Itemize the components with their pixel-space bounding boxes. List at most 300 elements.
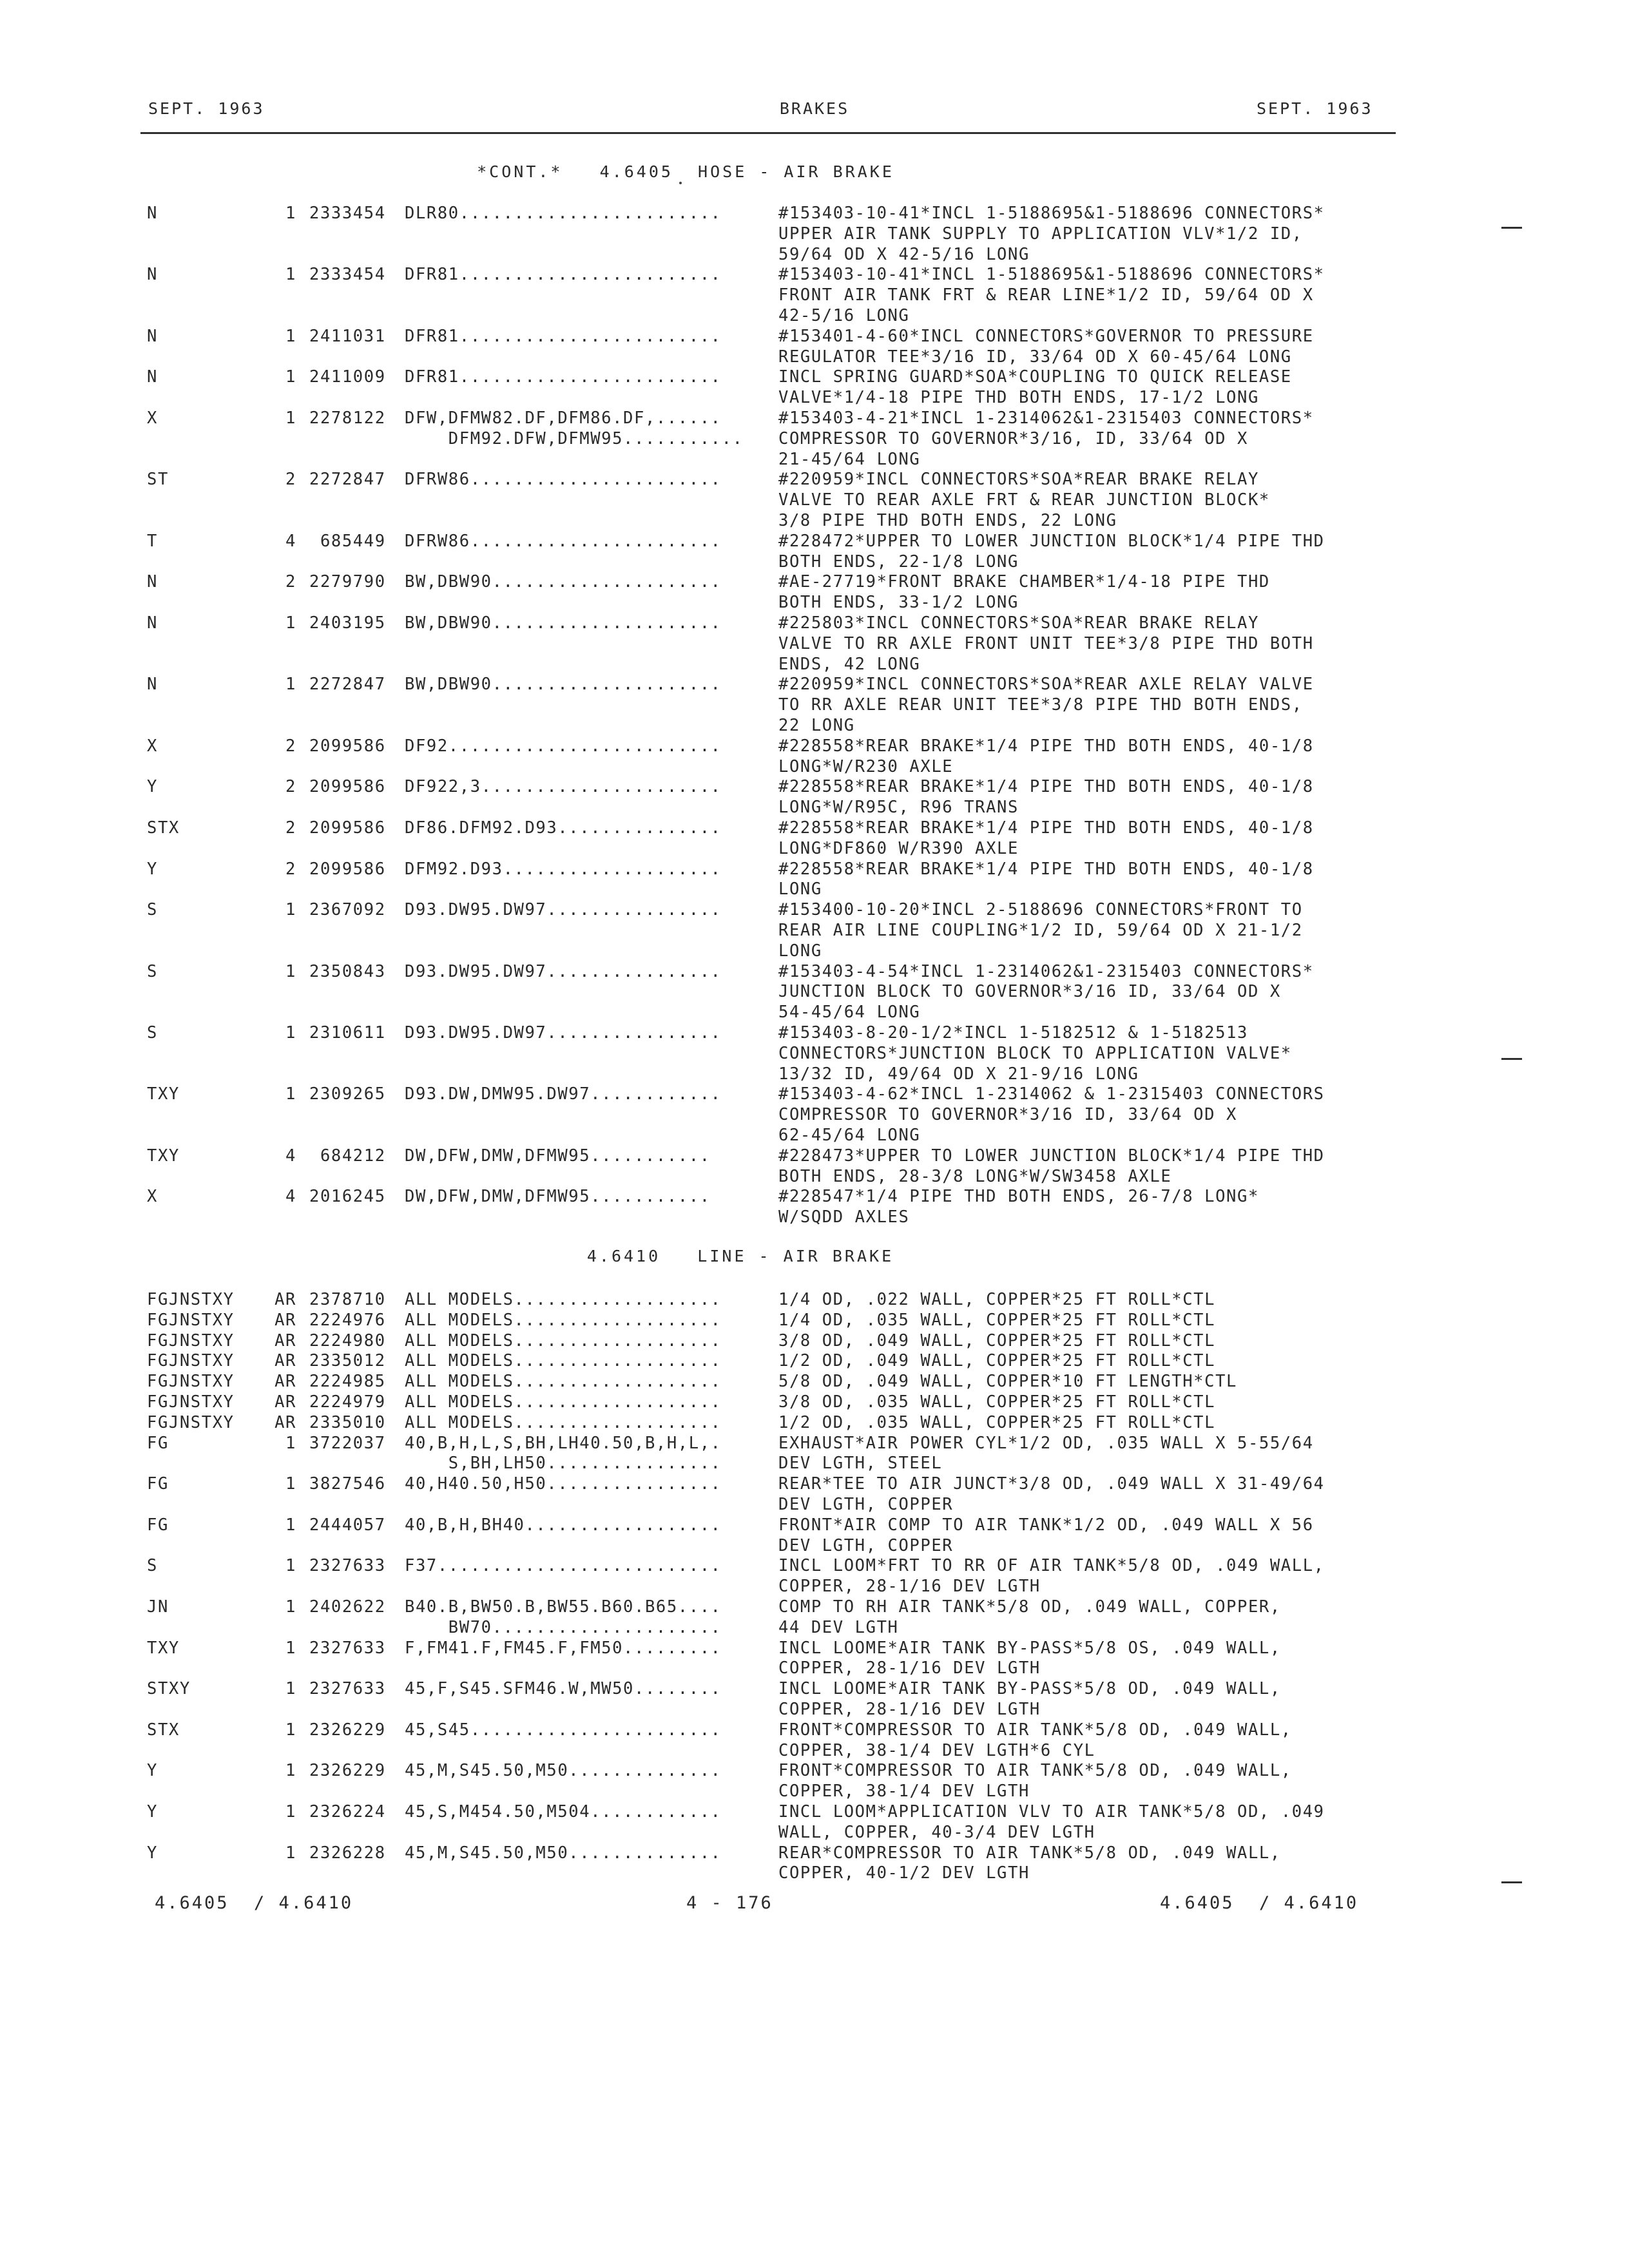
- model-line: DLR80........................: [405, 204, 722, 223]
- description-line: TO RR AXLE REAR UNIT TEE*3/8 PIPE THD BOTH ENDS,: [778, 695, 1303, 715]
- description-line: #228558*REAR BRAKE*1/4 PIPE THD BOTH ENDS, 40-1/8: [778, 736, 1314, 756]
- description-line: REAR*COMPRESSOR TO AIR TANK*5/8 OD, .049 WALL,: [778, 1843, 1281, 1863]
- applicable-models: [405, 327, 722, 347]
- header-date-right: SEPT. 1963: [1257, 99, 1373, 118]
- applicable-models: [405, 1311, 722, 1331]
- model-line: S,BH,LH50................: [405, 1454, 722, 1474]
- section-title-hose: *CONT.* 4.6405 HOSE - AIR BRAKE: [477, 162, 894, 181]
- description-line: 1/2 OD, .035 WALL, COPPER*25 FT ROLL*CTL: [778, 1412, 1216, 1432]
- quantity: 1: [285, 1597, 296, 1617]
- model-line: 45,S45.......................: [405, 1720, 722, 1740]
- description-line: INCL LOOM*FRT TO RR OF AIR TANK*5/8 OD, .049 WALL,: [778, 1556, 1325, 1576]
- description-line: COPPER, 38-1/4 DEV LGTH*6 CYL: [778, 1740, 1095, 1760]
- applicable-models: [405, 1720, 722, 1741]
- applicable-models: [405, 613, 722, 634]
- part-description: [778, 572, 1270, 613]
- part-number: 2378710: [309, 1290, 386, 1309]
- quantity: AR: [275, 1310, 296, 1330]
- quantity: 1: [285, 1679, 296, 1699]
- quantity: 1: [285, 1433, 296, 1453]
- description-line: INCL SPRING GUARD*SOA*COUPLING TO QUICK RELEASE: [778, 367, 1292, 387]
- part-description: [778, 1372, 1237, 1392]
- model-line: DFM92.D93....................: [405, 859, 722, 879]
- model-line: 45,F,S45.SFM46.W,MW50........: [405, 1679, 722, 1699]
- part-number: 2327633: [309, 1638, 386, 1658]
- quantity: 1: [285, 961, 296, 981]
- description-line: 42-5/16 LONG: [778, 305, 910, 325]
- model-code: N: [147, 265, 158, 285]
- applicable-models: [405, 367, 722, 388]
- model-line: D93.DW95.DW97................: [405, 1023, 722, 1043]
- part-number: 2099586: [309, 777, 386, 797]
- model-line: ALL MODELS...................: [405, 1412, 722, 1432]
- part-description: [778, 1720, 1292, 1762]
- description-line: COMPRESSOR TO GOVERNOR*3/16 ID, 33/64 OD X: [778, 1105, 1237, 1125]
- quantity: 2: [285, 470, 296, 490]
- part-number: 2402622: [309, 1597, 386, 1617]
- description-line: #153403-10-41*INCL 1-5188695&1-5188696 CONNECTORS*: [778, 265, 1325, 285]
- model-code: FG: [147, 1433, 169, 1453]
- part-description: [778, 1556, 1325, 1597]
- quantity: 1: [285, 1556, 296, 1576]
- part-description: [778, 1351, 1215, 1372]
- description-line: 3/8 OD, .049 WALL, COPPER*25 FT ROLL*CTL: [778, 1331, 1216, 1350]
- model-line: ALL MODELS...................: [405, 1351, 722, 1371]
- footer-section-right: 4.6405 / 4.6410: [1160, 1893, 1359, 1913]
- part-description: [778, 1597, 1281, 1639]
- description-line: 13/32 ID, 49/64 OD X 21-9/16 LONG: [778, 1064, 1139, 1084]
- model-line: D93.DW95.DW97................: [405, 900, 722, 920]
- description-line: DEV LGTH, STEEL: [778, 1454, 943, 1474]
- part-number: 2278122: [309, 408, 386, 428]
- part-description: [778, 1290, 1215, 1311]
- part-description: [778, 408, 1314, 470]
- quantity: AR: [275, 1351, 296, 1371]
- description-line: REGULATOR TEE*3/16 ID, 33/64 OD X 60-45/64 LONG: [778, 347, 1292, 367]
- applicable-models: [405, 900, 722, 921]
- margin-dash: [1501, 1058, 1522, 1060]
- description-line: FRONT*COMPRESSOR TO AIR TANK*5/8 OD, .049 WALL,: [778, 1720, 1292, 1740]
- quantity: AR: [275, 1412, 296, 1432]
- applicable-models: [405, 1290, 722, 1311]
- part-number: 2099586: [309, 818, 386, 838]
- part-description: [778, 1023, 1292, 1084]
- description-line: #153403-4-54*INCL 1-2314062&1-2315403 CONNECTORS*: [778, 961, 1314, 981]
- model-line: DW,DFW,DMW,DFMW95...........: [405, 1187, 711, 1207]
- part-number: 2224980: [309, 1331, 386, 1350]
- header-section-title: BRAKES: [779, 99, 850, 118]
- description-line: WALL, COPPER, 40-3/4 DEV LGTH: [778, 1822, 1095, 1842]
- part-description: [778, 1434, 1314, 1475]
- description-line: 54-45/64 LONG: [778, 1003, 921, 1023]
- description-line: #228473*UPPER TO LOWER JUNCTION BLOCK*1/4 PIPE THD: [778, 1146, 1325, 1166]
- applicable-models: [405, 1434, 722, 1475]
- applicable-models: [405, 408, 744, 450]
- description-line: BOTH ENDS, 28-3/8 LONG*W/SW3458 AXLE: [778, 1166, 1172, 1186]
- part-number: 2326229: [309, 1761, 386, 1781]
- description-line: 62-45/64 LONG: [778, 1125, 921, 1145]
- description-line: #153403-8-20-1/2*INCL 1-5182512 & 1-5182513: [778, 1023, 1248, 1043]
- description-line: COMPRESSOR TO GOVERNOR*3/16, ID, 33/64 OD X: [778, 428, 1248, 448]
- model-code: TXY: [147, 1146, 180, 1166]
- description-line: 3/8 OD, .035 WALL, COPPER*25 FT ROLL*CTL: [778, 1392, 1216, 1412]
- model-code: S: [147, 961, 158, 981]
- applicable-models: [405, 736, 722, 757]
- description-line: #228558*REAR BRAKE*1/4 PIPE THD BOTH ENDS, 40-1/8: [778, 859, 1314, 879]
- quantity: 4: [285, 531, 296, 551]
- model-line: DFM92.DFW,DFMW95...........: [405, 428, 744, 448]
- description-line: BOTH ENDS, 22-1/8 LONG: [778, 552, 1019, 572]
- part-description: [778, 1679, 1281, 1720]
- model-code: S: [147, 900, 158, 920]
- part-number: 2326224: [309, 1802, 386, 1821]
- description-line: COMP TO RH AIR TANK*5/8 OD, .049 WALL, COPPER,: [778, 1597, 1281, 1617]
- description-line: BOTH ENDS, 33-1/2 LONG: [778, 593, 1019, 613]
- quantity: 1: [285, 1515, 296, 1535]
- description-line: INCL LOOM*APPLICATION VLV TO AIR TANK*5/8 OD, .049: [778, 1802, 1325, 1821]
- part-number: 2367092: [309, 900, 386, 920]
- part-number: 2224979: [309, 1392, 386, 1412]
- applicable-models: [405, 1413, 722, 1434]
- model-code: FGJNSTXY: [147, 1290, 235, 1309]
- quantity: 1: [285, 1843, 296, 1863]
- quantity: 1: [285, 675, 296, 695]
- applicable-models: [405, 265, 722, 285]
- part-description: [778, 327, 1314, 368]
- model-code: N: [147, 367, 158, 387]
- section-title-line: 4.6410 LINE - AIR BRAKE: [586, 1247, 894, 1265]
- description-line: DEV LGTH, COPPER: [778, 1535, 954, 1555]
- applicable-models: [405, 818, 722, 839]
- part-number: 2335010: [309, 1412, 386, 1432]
- description-line: #225803*INCL CONNECTORS*SOA*REAR BRAKE RELAY: [778, 613, 1259, 633]
- description-line: #220959*INCL CONNECTORS*SOA*REAR BRAKE RELAY: [778, 470, 1259, 490]
- model-line: 45,S,M454.50,M504............: [405, 1802, 722, 1821]
- page-number: 4 - 176: [686, 1893, 773, 1913]
- part-number: 685449: [309, 531, 386, 551]
- part-description: [778, 736, 1314, 778]
- model-code: STX: [147, 818, 180, 838]
- model-line: BW,DBW90.....................: [405, 613, 722, 633]
- model-code: STX: [147, 1720, 180, 1740]
- part-description: [778, 675, 1314, 736]
- model-code: ST: [147, 470, 169, 490]
- model-code: N: [147, 572, 158, 592]
- description-line: INCL LOOME*AIR TANK BY-PASS*5/8 OS, .049 WALL,: [778, 1638, 1281, 1658]
- model-line: DFW,DFMW82.DF,DFM86.DF,......: [405, 408, 722, 428]
- description-line: #153403-10-41*INCL 1-5188695&1-5188696 CONNECTORS*: [778, 204, 1325, 223]
- part-number: 2272847: [309, 470, 386, 490]
- applicable-models: [405, 1843, 722, 1864]
- applicable-models: [405, 1679, 722, 1700]
- quantity: 2: [285, 777, 296, 797]
- quantity: 1: [285, 265, 296, 285]
- model-line: ALL MODELS...................: [405, 1372, 722, 1392]
- model-code: N: [147, 204, 158, 223]
- part-number: 3722037: [309, 1433, 386, 1453]
- quantity: AR: [275, 1331, 296, 1350]
- quantity: AR: [275, 1290, 296, 1309]
- part-description: [778, 1413, 1215, 1434]
- description-line: #153403-4-21*INCL 1-2314062&1-2315403 CONNECTORS*: [778, 408, 1314, 428]
- part-description: [778, 1639, 1281, 1680]
- model-line: DFRW86.......................: [405, 531, 722, 551]
- description-line: FRONT*AIR COMP TO AIR TANK*1/2 OD, .049 WALL X 56: [778, 1515, 1314, 1535]
- model-code: Y: [147, 1802, 158, 1821]
- description-line: DEV LGTH, COPPER: [778, 1494, 954, 1514]
- description-line: 44 DEV LGTH: [778, 1617, 899, 1637]
- model-line: DF92.........................: [405, 736, 722, 756]
- part-description: [778, 1392, 1215, 1413]
- description-line: CONNECTORS*JUNCTION BLOCK TO APPLICATION VALVE*: [778, 1043, 1292, 1063]
- description-line: 3/8 PIPE THD BOTH ENDS, 22 LONG: [778, 510, 1117, 530]
- description-line: REAR AIR LINE COUPLING*1/2 ID, 59/64 OD X 21-1/2: [778, 920, 1303, 940]
- part-number: 2335012: [309, 1351, 386, 1371]
- model-line: DFR81........................: [405, 367, 722, 387]
- applicable-models: [405, 1556, 722, 1577]
- description-line: FRONT*COMPRESSOR TO AIR TANK*5/8 OD, .049 WALL,: [778, 1761, 1292, 1781]
- model-code: X: [147, 736, 158, 756]
- description-line: #228558*REAR BRAKE*1/4 PIPE THD BOTH ENDS, 40-1/8: [778, 777, 1314, 797]
- part-number: 2326228: [309, 1843, 386, 1863]
- description-line: 5/8 OD, .049 WALL, COPPER*10 FT LENGTH*CTL: [778, 1372, 1237, 1392]
- part-number: 2411009: [309, 367, 386, 387]
- description-line: W/SQDD AXLES: [778, 1207, 910, 1227]
- part-number: 2272847: [309, 675, 386, 695]
- description-line: #153401-4-60*INCL CONNECTORS*GOVERNOR TO PRESSURE: [778, 326, 1314, 346]
- quantity: 2: [285, 859, 296, 879]
- applicable-models: [405, 777, 722, 798]
- quantity: 1: [285, 326, 296, 346]
- part-description: [778, 818, 1314, 860]
- description-line: JUNCTION BLOCK TO GOVERNOR*3/16 ID, 33/64 OD X: [778, 982, 1281, 1002]
- applicable-models: [405, 1023, 722, 1044]
- part-number: 2333454: [309, 204, 386, 223]
- description-line: REAR*TEE TO AIR JUNCT*3/8 OD, .049 WALL X 31-49/64: [778, 1474, 1325, 1494]
- margin-dash: [1501, 227, 1522, 229]
- model-code: FGJNSTXY: [147, 1412, 235, 1432]
- part-number: 2333454: [309, 265, 386, 285]
- model-line: ALL MODELS...................: [405, 1290, 722, 1309]
- description-line: #153403-4-62*INCL 1-2314062 & 1-2315403 CONNECTORS: [778, 1084, 1325, 1104]
- description-line: VALVE TO REAR AXLE FRT & REAR JUNCTION BLOCK*: [778, 490, 1270, 510]
- applicable-models: [405, 1146, 711, 1167]
- part-description: [778, 532, 1325, 573]
- model-code: N: [147, 613, 158, 633]
- model-line: F37..........................: [405, 1556, 722, 1576]
- applicable-models: [405, 1084, 722, 1105]
- model-code: T: [147, 531, 158, 551]
- model-line: 40,B,H,BH40..................: [405, 1515, 722, 1535]
- header-rule: [140, 132, 1396, 134]
- applicable-models: [405, 572, 722, 593]
- part-number: 2016245: [309, 1187, 386, 1207]
- quantity: 1: [285, 1720, 296, 1740]
- header-date-left: SEPT. 1963: [148, 99, 265, 118]
- model-code: X: [147, 1187, 158, 1207]
- quantity: 1: [285, 1761, 296, 1781]
- model-line: ALL MODELS...................: [405, 1392, 722, 1412]
- description-line: VALVE*1/4-18 PIPE THD BOTH ENDS, 17-1/2 LONG: [778, 388, 1259, 408]
- part-number: 2279790: [309, 572, 386, 592]
- model-line: BW70.....................: [405, 1617, 722, 1637]
- model-code: FGJNSTXY: [147, 1351, 235, 1371]
- description-line: VALVE TO RR AXLE FRONT UNIT TEE*3/8 PIPE THD BOTH: [778, 633, 1314, 653]
- part-description: [778, 367, 1292, 408]
- description-line: COPPER, 28-1/16 DEV LGTH: [778, 1577, 1041, 1597]
- part-number: 2326229: [309, 1720, 386, 1740]
- applicable-models: [405, 204, 722, 224]
- part-description: [778, 1802, 1325, 1843]
- applicable-models: [405, 1392, 722, 1413]
- quantity: 1: [285, 613, 296, 633]
- description-line: LONG*W/R230 AXLE: [778, 756, 954, 776]
- model-line: DFR81........................: [405, 265, 722, 285]
- margin-dash: [1501, 1881, 1522, 1883]
- description-line: #228558*REAR BRAKE*1/4 PIPE THD BOTH ENDS, 40-1/8: [778, 818, 1314, 838]
- part-number: 3827546: [309, 1474, 386, 1494]
- part-number: 2310611: [309, 1023, 386, 1043]
- quantity: 4: [285, 1187, 296, 1207]
- quantity: 1: [285, 367, 296, 387]
- model-line: 40,B,H,L,S,BH,LH40.50,B,H,L,.: [405, 1433, 722, 1453]
- part-description: [778, 1474, 1325, 1515]
- part-number: 2224985: [309, 1372, 386, 1392]
- part-description: [778, 900, 1303, 961]
- model-line: BW,DBW90.....................: [405, 572, 722, 592]
- description-line: LONG*W/R95C, R96 TRANS: [778, 798, 1019, 818]
- quantity: 1: [285, 1084, 296, 1104]
- description-line: #AE-27719*FRONT BRAKE CHAMBER*1/4-18 PIPE THD: [778, 572, 1270, 592]
- model-line: BW,DBW90.....................: [405, 675, 722, 695]
- description-line: INCL LOOME*AIR TANK BY-PASS*5/8 OD, .049 WALL,: [778, 1679, 1281, 1699]
- model-code: Y: [147, 1761, 158, 1781]
- applicable-models: [405, 1474, 722, 1495]
- model-code: Y: [147, 777, 158, 797]
- quantity: 1: [285, 1474, 296, 1494]
- description-line: 21-45/64 LONG: [778, 449, 921, 469]
- applicable-models: [405, 1331, 722, 1352]
- model-line: D93.DW95.DW97................: [405, 961, 722, 981]
- part-number: 2224976: [309, 1310, 386, 1330]
- quantity: 1: [285, 1638, 296, 1658]
- quantity: 1: [285, 900, 296, 920]
- part-description: [778, 962, 1314, 1023]
- footer-section-left: 4.6405 / 4.6410: [155, 1893, 354, 1913]
- quantity: 2: [285, 736, 296, 756]
- model-code: S: [147, 1556, 158, 1576]
- part-description: [778, 1084, 1325, 1146]
- part-number: 2309265: [309, 1084, 386, 1104]
- applicable-models: [405, 1351, 722, 1372]
- model-line: ALL MODELS...................: [405, 1331, 722, 1350]
- applicable-models: [405, 1515, 722, 1536]
- quantity: AR: [275, 1392, 296, 1412]
- description-line: 1/2 OD, .049 WALL, COPPER*25 FT ROLL*CTL: [778, 1351, 1216, 1371]
- applicable-models: [405, 1639, 722, 1659]
- part-description: [778, 1515, 1314, 1557]
- quantity: 1: [285, 408, 296, 428]
- model-code: X: [147, 408, 158, 428]
- part-description: [778, 1146, 1325, 1187]
- part-description: [778, 1843, 1281, 1885]
- part-number: 2444057: [309, 1515, 386, 1535]
- part-description: [778, 470, 1270, 531]
- description-line: 1/4 OD, .022 WALL, COPPER*25 FT ROLL*CTL: [778, 1290, 1216, 1309]
- applicable-models: [405, 532, 722, 552]
- quantity: 1: [285, 1023, 296, 1043]
- part-number: 2099586: [309, 859, 386, 879]
- description-line: COPPER, 38-1/4 DEV LGTH: [778, 1782, 1030, 1802]
- model-code: Y: [147, 1843, 158, 1863]
- part-number: 684212: [309, 1146, 386, 1166]
- part-description: [778, 204, 1325, 265]
- applicable-models: [405, 1187, 711, 1207]
- part-description: [778, 860, 1314, 901]
- applicable-models: [405, 675, 722, 695]
- description-line: EXHAUST*AIR POWER CYL*1/2 OD, .035 WALL X 5-55/64: [778, 1433, 1314, 1453]
- part-description: [778, 265, 1325, 326]
- model-code: S: [147, 1023, 158, 1043]
- quantity: AR: [275, 1372, 296, 1392]
- model-code: FGJNSTXY: [147, 1392, 235, 1412]
- description-line: COPPER, 28-1/16 DEV LGTH: [778, 1699, 1041, 1719]
- description-line: LONG: [778, 941, 822, 961]
- model-line: D93.DW,DMW95.DW97............: [405, 1084, 722, 1104]
- applicable-models: [405, 860, 722, 880]
- description-line: #228472*UPPER TO LOWER JUNCTION BLOCK*1/4 PIPE THD: [778, 531, 1325, 551]
- description-line: 1/4 OD, .035 WALL, COPPER*25 FT ROLL*CTL: [778, 1310, 1216, 1330]
- quantity: 1: [285, 1802, 296, 1821]
- part-description: [778, 1187, 1259, 1228]
- model-code: N: [147, 675, 158, 695]
- description-line: FRONT AIR TANK FRT & REAR LINE*1/2 ID, 59/64 OD X: [778, 285, 1314, 305]
- model-code: FG: [147, 1474, 169, 1494]
- part-number: 2327633: [309, 1679, 386, 1699]
- model-code: Y: [147, 859, 158, 879]
- model-line: 45,M,S45.50,M50..............: [405, 1761, 722, 1781]
- part-description: [778, 1311, 1215, 1331]
- model-line: 45,M,S45.50,M50..............: [405, 1843, 722, 1863]
- quantity: 2: [285, 572, 296, 592]
- model-line: DF922,3......................: [405, 777, 722, 797]
- part-description: [778, 613, 1314, 675]
- description-line: UPPER AIR TANK SUPPLY TO APPLICATION VLV*1/2 ID,: [778, 224, 1303, 244]
- part-number: 2403195: [309, 613, 386, 633]
- applicable-models: [405, 1802, 722, 1823]
- applicable-models: [405, 470, 722, 490]
- part-number: 2411031: [309, 326, 386, 346]
- model-line: DW,DFW,DMW,DFMW95...........: [405, 1146, 711, 1166]
- quantity: 4: [285, 1146, 296, 1166]
- applicable-models: [405, 1372, 722, 1392]
- description-line: LONG*DF860 W/R390 AXLE: [778, 838, 1019, 858]
- part-number: 2099586: [309, 736, 386, 756]
- model-code: JN: [147, 1597, 169, 1617]
- description-line: COPPER, 28-1/16 DEV LGTH: [778, 1658, 1041, 1678]
- description-line: #220959*INCL CONNECTORS*SOA*REAR AXLE RELAY VALVE: [778, 675, 1314, 695]
- model-code: STXY: [147, 1679, 191, 1699]
- quantity: 2: [285, 818, 296, 838]
- model-line: ALL MODELS...................: [405, 1310, 722, 1330]
- stray-dot: [679, 182, 682, 184]
- description-line: ENDS, 42 LONG: [778, 654, 921, 674]
- model-line: 40,H40.50,H50................: [405, 1474, 722, 1494]
- description-line: COPPER, 40-1/2 DEV LGTH: [778, 1863, 1030, 1883]
- description-line: 59/64 OD X 42-5/16 LONG: [778, 244, 1030, 264]
- part-description: [778, 1761, 1292, 1802]
- quantity: 1: [285, 204, 296, 223]
